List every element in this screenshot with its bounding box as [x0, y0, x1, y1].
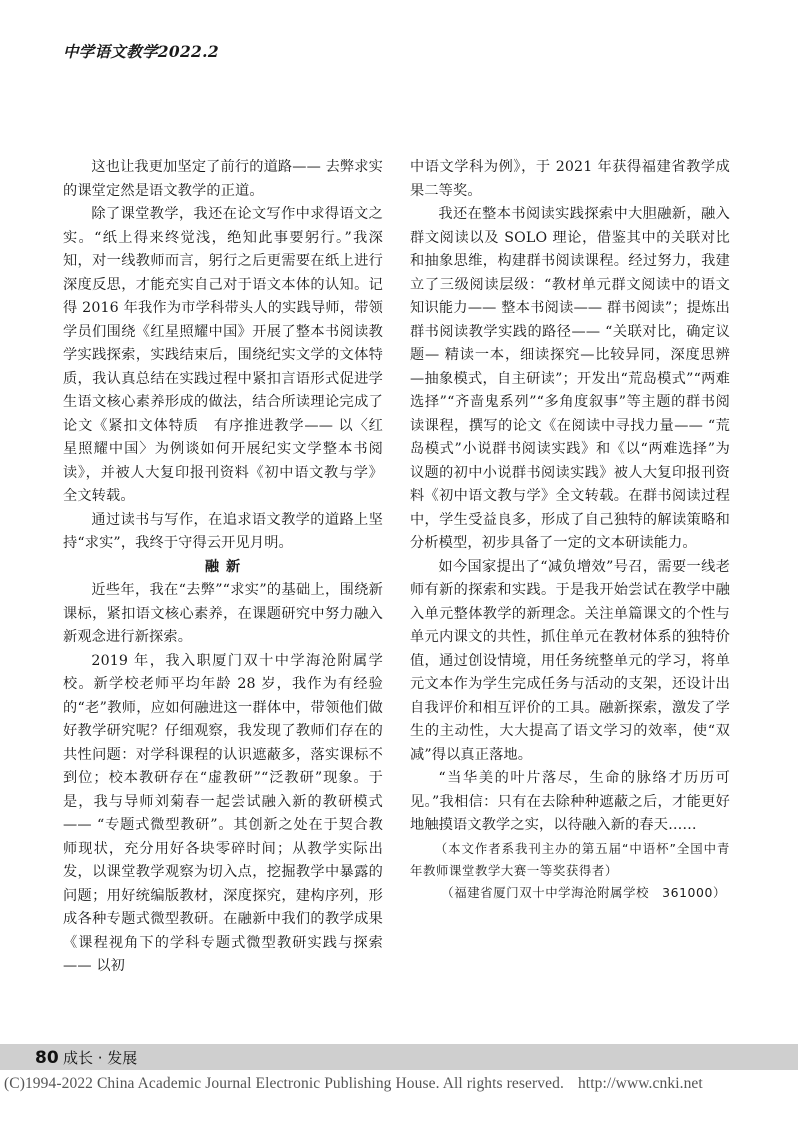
section-name: 成长 · 发展: [63, 1049, 138, 1067]
paragraph-continued: 中语文学科为例》，于 2021 年获得福建省教学成果二等奖。: [410, 159, 730, 199]
paragraph: 2019 年，我入职厦门双十中学海沧附属学校。新学校老师平均年龄 28 岁，我作为有经验的“老”教师，应如何融进这一群体中，带领他们做好教学研究呢？仔细观察，我发现了教师们存在的共性问题：对学科课程的认识遮蔽多，落实课标不到位；校本教研存在“虚教研”“泛教研”现象。于是，我与导师刘菊春一起尝试融入新的教研模式—— “专题式微型教研”。其创新之处在于契合教师现状，充分用好各块零碎时间；从教学实际出发，以课堂教学观察为切入点，挖掘教学中暴露的问题；用好统编版教材，深度探究，建构序列，形成各种专题式微型教研。在融新中我们的教学成果《课程视角下的学科专题式微型教研实践与探索—— 以初: [63, 652, 383, 974]
paragraph: 如今国家提出了“减负增效”号召，需要一线老师有新的探索和实践。于是我开始尝试在教学中融入单元整体教学的新理念。关注单篇课文的个性与单元内课文的共性，抓住单元在教材体系的独特价值，通过创设情境，用任务统整单元的学习，将单元文本作为学生完成任务与活动的支架，还设计出自我评价和相互评价的工具。融新探索，激发了学生的主动性，大大提高了语文学习的效率，使“双减”得以真正落地。: [410, 558, 730, 763]
paragraph: 除了课堂教学，我还在论文写作中求得语文之实。“纸上得来终觉浅，绝知此事要躬行。”我深知，对一线教师而言，躬行之后更需要在纸上进行深度反思，才能充实自己对于语文本体的认知。记得 2016 年我作为市学科带头人的实践导师，带领学员们围绕《红星照耀中国》开展了整本书阅读教学实践探索，实践结束后，围绕纪实文学的文体特质，我认真总结在实践过程中紧扣言语形式促进学生语文核心素养形成的做法，结合所读理论完成了论文《紧扣文体特质 有序推进教学—— 以〈红星照耀中国〉为例谈如何开展纪实文学整本书阅读》，并被人大复印报刊资料《初中语文教与学》全文转载。: [63, 206, 383, 504]
right-column: [410, 156, 730, 904]
section-heading: 融 新: [204, 558, 242, 575]
paragraph: 通过读书与写作，在追求语文教学的道路上坚持“求实”，我终于守得云开见月明。: [63, 511, 383, 551]
paragraph: 这也让我更加坚定了前行的道路—— 去弊求实的课堂定然是语文教学的正道。: [63, 159, 383, 199]
paragraph: “当华美的叶片落尽，生命的脉络才历历可见。”我相信：只有在去除种种遮蔽之后，才能更好地触摸语文教学之实，以待融入新的春天……: [410, 770, 730, 833]
left-column: [63, 156, 383, 979]
copyright-text: (C)1994-2022 China Academic Journal Electronic Publishing House. All rights reserved.: [4, 1075, 564, 1092]
cnki-url: http://www.cnki.net: [577, 1075, 703, 1092]
paragraph: 近些年，我在“去弊”“求实”的基础上，围绕新课标，紧扣语文核心素养，在课题研究中努力融入新观念进行新探索。: [63, 582, 383, 645]
page-number: 80: [35, 1048, 59, 1068]
paragraph: 我还在整本书阅读实践探索中大胆融新，融入群文阅读以及 SOLO 理论，借鉴其中的关联对比和抽象思维，构建群书阅读课程。经过努力，我建立了三级阅读层级：“教材单元群文阅读中的语文知识能力—— 整本书阅读—— 群书阅读”；提炼出群书阅读教学实践的路径—— “关联对比，确定议题— 精读一本，细读探究—比较异同，深度思辨—抽象模式，自主研读”；开发出“荒岛模式”“两难选择”“齐啬鬼系列”“多角度叙事”等主题的群书阅读课程，撰写的论文《在阅读中寻找力量—— “荒岛模式”小说群书阅读实践》和《以“两难选择”为议题的初中小说群书阅读实践》被人大复印报刊资料《初中语文教与学》全文转载。在群书阅读过程中，学生受益良多，形成了自己独特的解读策略和分析模型，初步具备了一定的文本研读能力。: [410, 206, 730, 551]
copyright-line: [0, 1075, 798, 1093]
journal-header: 中学语文教学2022.2: [63, 42, 219, 61]
author-affiliation: （福建省厦门双十中学海沧附属学校 361000）: [441, 884, 726, 900]
author-note: （本文作者系我刊主办的第五届“中语杯”全国中青年教师课堂教学大赛一等奖获得者）: [410, 840, 730, 878]
